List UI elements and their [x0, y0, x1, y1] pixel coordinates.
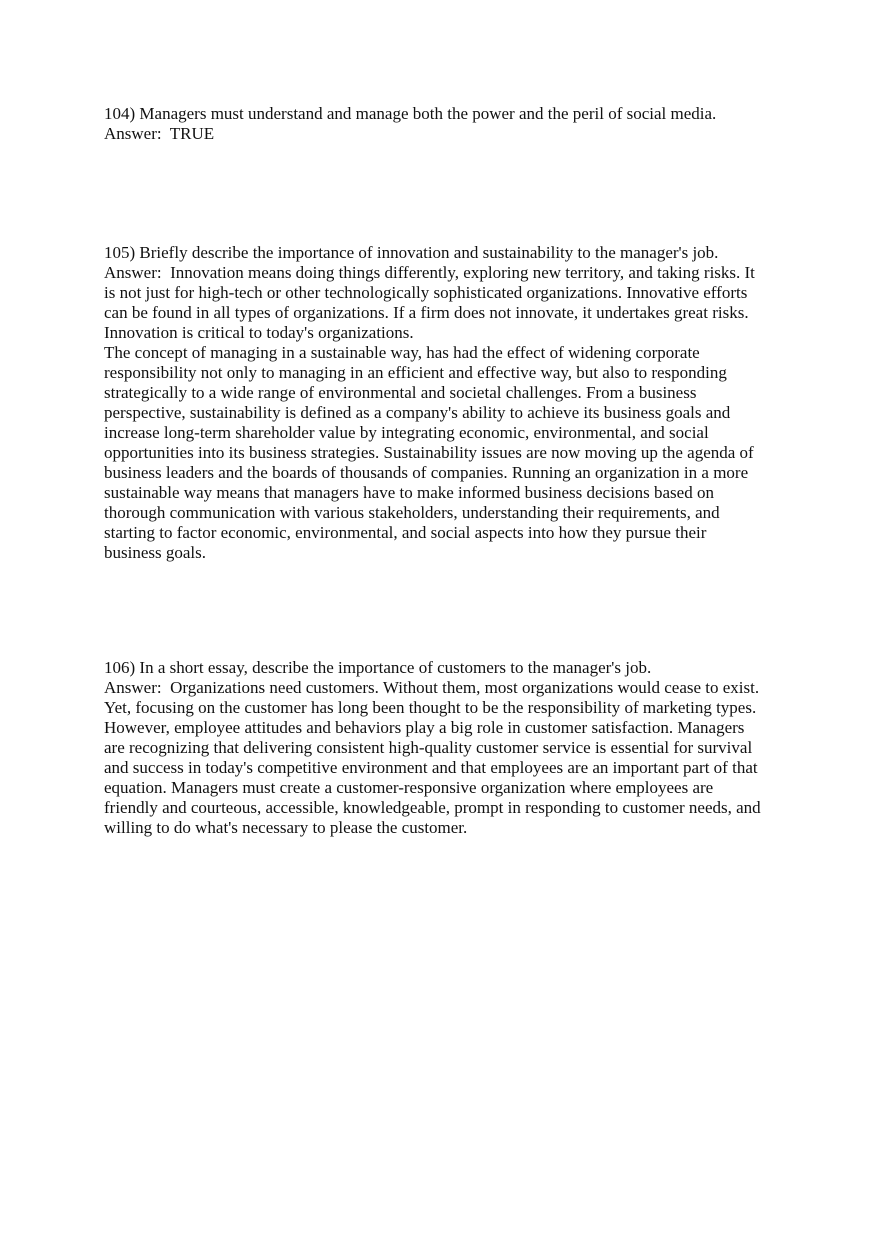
question-105 [104, 243, 784, 563]
answer-line: are recognizing that delivering consistent high-quality customer service is essential for survival [104, 738, 753, 757]
answer-line: The concept of managing in a sustainable way, has had the effect of widening corporate [104, 343, 700, 362]
question-prompt: 106) In a short essay, describe the importance of customers to the manager's job. [104, 658, 652, 677]
question-prompt: 104) Managers must understand and manage both the power and the peril of social media. [104, 104, 717, 123]
answer-line: Answer: Innovation means doing things differently, exploring new territory, and taking risks. It [104, 263, 755, 282]
answer-line: starting to factor economic, environmental, and social aspects into how they pursue their [104, 523, 707, 542]
answer-line: However, employee attitudes and behaviors play a big role in customer satisfaction. Managers [104, 718, 745, 737]
question-106 [104, 658, 784, 838]
answer-line: thorough communication with various stakeholders, understanding their requirements, and [104, 503, 720, 522]
answer-line: friendly and courteous, accessible, knowledgeable, prompt in responding to customer needs, and [104, 798, 761, 817]
question-104 [104, 104, 784, 144]
answer-line: Innovation is critical to today's organizations. [104, 323, 414, 342]
question-prompt: 105) Briefly describe the importance of innovation and sustainability to the manager's job. [104, 243, 719, 262]
answer-line: responsibility not only to managing in an efficient and effective way, but also to responding [104, 363, 727, 382]
answer-line: business goals. [104, 543, 206, 562]
answer-line: is not just for high-tech or other technologically sophisticated organizations. Innovative efforts [104, 283, 748, 302]
answer-line: equation. Managers must create a customer-responsive organization where employees are [104, 778, 714, 797]
answer-line: strategically to a wide range of environmental and societal challenges. From a business [104, 383, 697, 402]
answer-line: can be found in all types of organizations. If a firm does not innovate, it undertakes great risks. [104, 303, 749, 322]
answer-line: business leaders and the boards of thousands of companies. Running an organization in a more [104, 463, 749, 482]
answer-line: perspective, sustainability is defined as a company's ability to achieve its business goals and [104, 403, 731, 422]
answer-line: opportunities into its business strategies. Sustainability issues are now moving up the agenda of [104, 443, 754, 462]
answer-line: increase long-term shareholder value by integrating economic, environmental, and social [104, 423, 709, 442]
answer-line: Answer: Organizations need customers. Without them, most organizations would cease to exist. [104, 678, 760, 697]
answer-line: and success in today's competitive environment and that employees are an important part of that [104, 758, 758, 777]
answer-line: sustainable way means that managers have to make informed business decisions based on [104, 483, 714, 502]
answer-line: Answer: TRUE [104, 124, 215, 143]
answer-line: willing to do what's necessary to please the customer. [104, 818, 468, 837]
answer-line: Yet, focusing on the customer has long been thought to be the responsibility of marketing types. [104, 698, 757, 717]
